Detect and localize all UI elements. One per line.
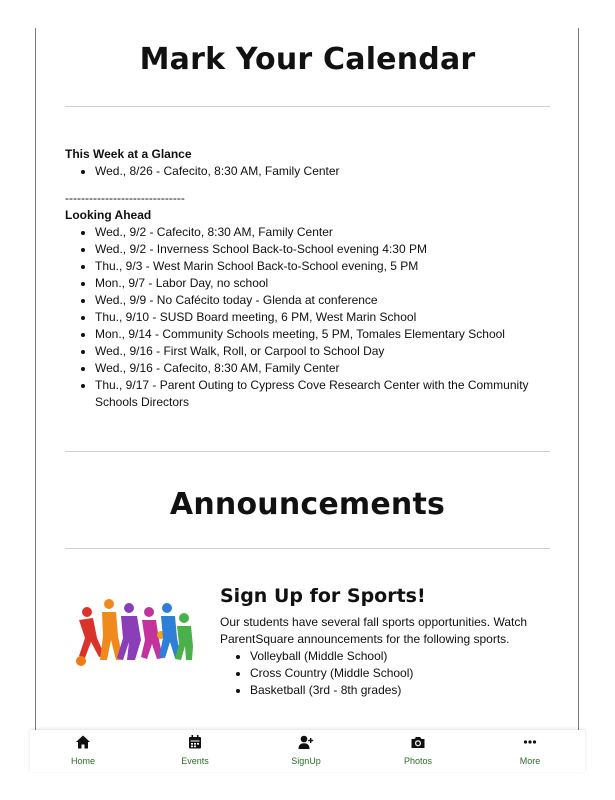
nav-label: Home: [70, 756, 95, 766]
nav-label: More: [519, 756, 541, 766]
list-item: • Volleyball (Middle School): [250, 648, 550, 665]
list-item: • Thu., 9/10 - SUSD Board meeting, 6 PM, West Marin School: [95, 309, 550, 326]
calendar-section: [65, 146, 550, 411]
bottom-nav: [30, 730, 585, 772]
nav-photos[interactable]: [378, 734, 458, 766]
looking-ahead-heading: Looking Ahead: [65, 208, 152, 222]
page-border-left: [35, 28, 36, 740]
text-divider: ------------------------------: [65, 191, 185, 205]
nav-events[interactable]: [155, 734, 235, 766]
announcements-title: Announcements: [169, 487, 446, 522]
nav-label: Events: [181, 756, 209, 766]
sports-players-image: [69, 590, 194, 670]
list-item: • Thu., 9/3 - West Marin School Back-to-School evening, 5 PM: [95, 258, 550, 275]
page-border-right: [578, 28, 579, 740]
sports-text: [220, 585, 550, 699]
sports-body: Our students have several fall sports opportunities. Watch ParentSquare announcements for the following sports.: [220, 615, 528, 646]
this-week-heading: This Week at a Glance: [65, 147, 192, 161]
list-item: • Wed., 9/2 - Inverness School Back-to-School evening 4:30 PM: [95, 241, 550, 258]
list-item: • Wed., 9/16 - First Walk, Roll, or Carpool to School Day: [95, 343, 550, 360]
divider: [65, 106, 550, 107]
camera-icon: [378, 734, 458, 752]
this-week-list: [65, 163, 550, 180]
nav-signup[interactable]: [266, 734, 346, 766]
sports-heading: Sign Up for Sports!: [220, 585, 426, 607]
calendar-title: Mark Your Calendar: [139, 42, 476, 77]
sports-list: [220, 648, 550, 699]
nav-label: Photos: [403, 756, 433, 766]
player-purple: [117, 603, 141, 660]
list-item: • Wed., 9/16 - Cafecito, 8:30 AM, Family Center: [95, 360, 550, 377]
more-icon: [490, 734, 570, 752]
add-user-icon: [266, 734, 346, 752]
list-item: • Cross Country (Middle School): [250, 665, 550, 682]
list-item: • Wed., 8/26 - Cafecito, 8:30 AM, Family Center: [95, 163, 550, 180]
nav-label: SignUp: [291, 756, 321, 766]
list-item: • Wed., 9/2 - Cafecito, 8:30 AM, Family Center: [95, 224, 550, 241]
calendar-icon: [155, 734, 235, 752]
looking-ahead-list: [65, 224, 550, 411]
list-item: • Wed., 9/9 - No Cafécito today - Glenda at conference: [95, 292, 550, 309]
nav-more[interactable]: [490, 734, 570, 766]
list-item: • Mon., 9/14 - Community Schools meeting, 5 PM, Tomales Elementary School: [95, 326, 550, 343]
list-item: • Thu., 9/17 - Parent Outing to Cypress Cove Research Center with the Community Schools Directors: [95, 377, 550, 411]
divider: [65, 548, 550, 549]
home-icon: [43, 734, 123, 752]
divider: [65, 451, 550, 452]
list-item: • Mon., 9/7 - Labor Day, no school: [95, 275, 550, 292]
player-green: [175, 613, 193, 660]
list-item: • Basketball (3rd - 8th grades): [250, 682, 550, 699]
nav-home[interactable]: [43, 734, 123, 766]
